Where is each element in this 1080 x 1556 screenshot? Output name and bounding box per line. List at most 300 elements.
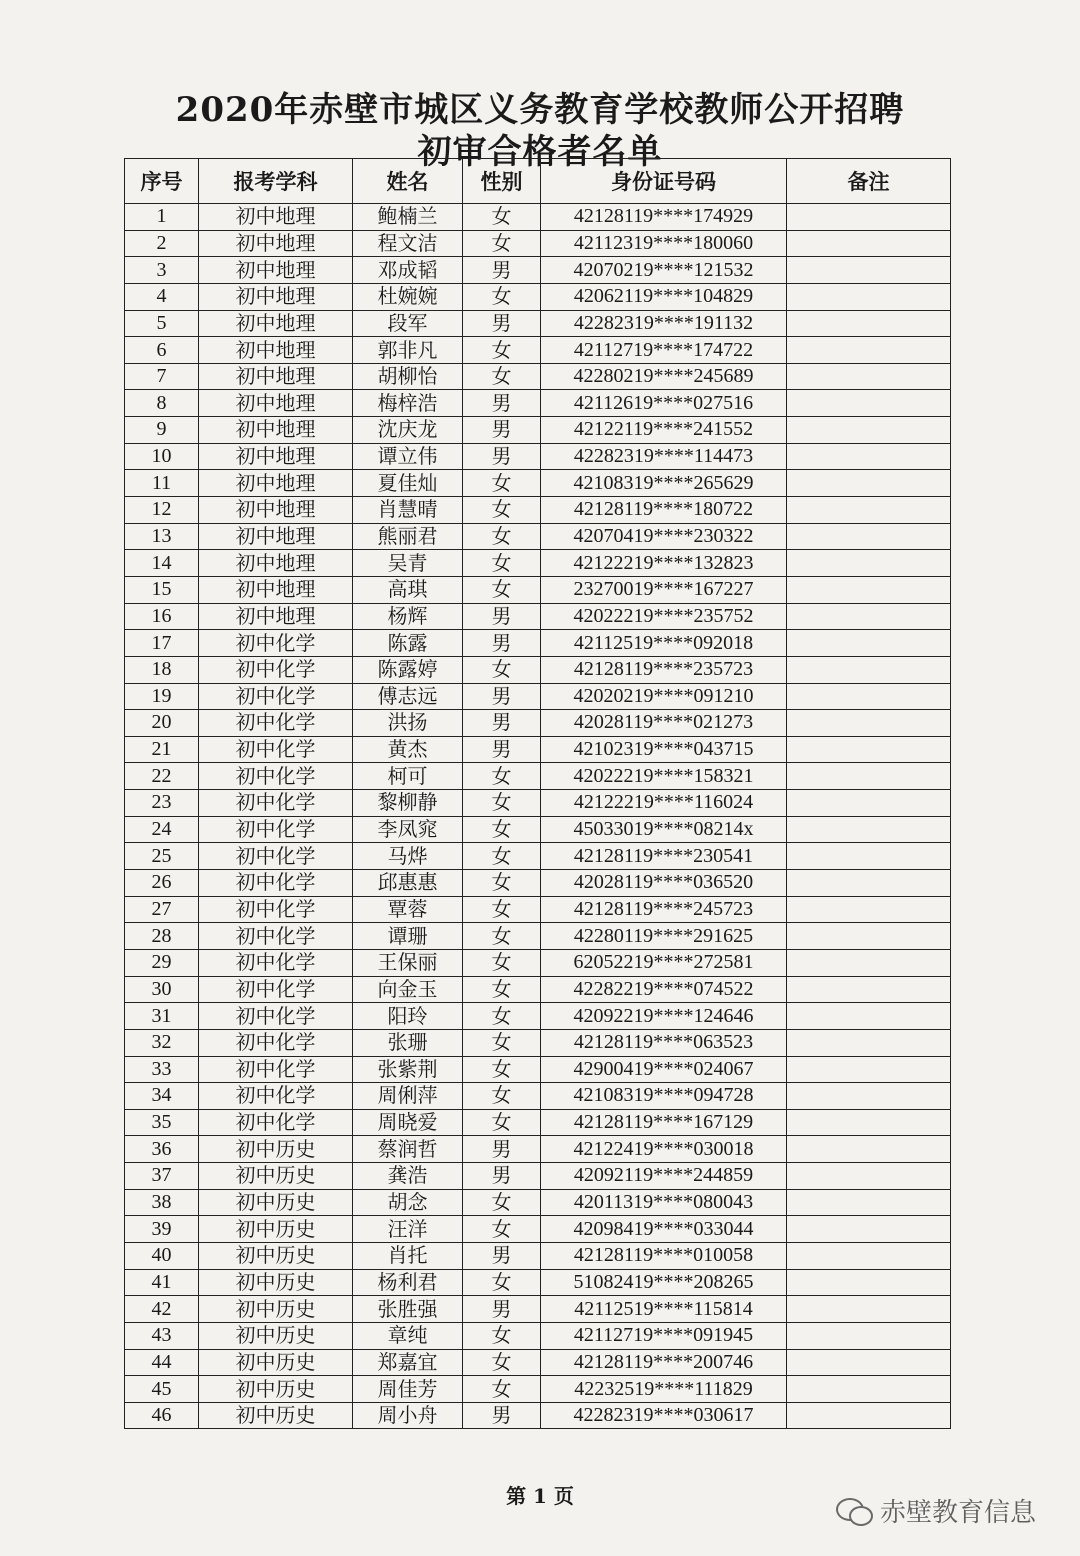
document-subtitle: 初审合格者名单 <box>417 132 663 172</box>
cell-id-number: 42282319****114473 <box>541 443 787 470</box>
cell-remarks <box>787 896 951 923</box>
table-row <box>125 390 951 417</box>
table-row <box>125 603 951 630</box>
cell-name: 周佳芳 <box>353 1376 463 1403</box>
cell-subject: 初中地理 <box>199 603 353 630</box>
table-row <box>125 550 951 577</box>
cell-id-number: 42112519****092018 <box>541 630 787 657</box>
cell-remarks <box>787 550 951 577</box>
cell-subject: 初中地理 <box>199 443 353 470</box>
cell-remarks <box>787 683 951 710</box>
cell-name: 郑嘉宜 <box>353 1349 463 1376</box>
cell-gender: 女 <box>463 763 541 790</box>
cell-name: 阳玲 <box>353 1003 463 1030</box>
cell-id-number: 42128119****230541 <box>541 843 787 870</box>
cell-gender: 男 <box>463 710 541 737</box>
cell-remarks <box>787 257 951 284</box>
cell-gender: 女 <box>463 1269 541 1296</box>
cell-gender: 女 <box>463 470 541 497</box>
cell-id-number: 42282319****030617 <box>541 1402 787 1429</box>
cell-name: 汪洋 <box>353 1216 463 1243</box>
cell-index: 13 <box>125 523 199 550</box>
cell-remarks <box>787 1029 951 1056</box>
cell-remarks <box>787 949 951 976</box>
table-row <box>125 1163 951 1190</box>
cell-name: 程文洁 <box>353 230 463 257</box>
cell-id-number: 42280119****291625 <box>541 923 787 950</box>
cell-subject: 初中化学 <box>199 790 353 817</box>
cell-index: 40 <box>125 1242 199 1269</box>
cell-gender: 男 <box>463 1296 541 1323</box>
cell-gender: 女 <box>463 1349 541 1376</box>
cell-index: 2 <box>125 230 199 257</box>
cell-gender: 女 <box>463 896 541 923</box>
cell-index: 5 <box>125 310 199 337</box>
table-row <box>125 417 951 444</box>
cell-subject: 初中化学 <box>199 1003 353 1030</box>
cell-name: 谭立伟 <box>353 443 463 470</box>
cell-id-number: 42112519****115814 <box>541 1296 787 1323</box>
cell-name: 柯可 <box>353 763 463 790</box>
cell-remarks <box>787 283 951 310</box>
cell-index: 10 <box>125 443 199 470</box>
cell-id-number: 42020219****091210 <box>541 683 787 710</box>
table-row <box>125 1349 951 1376</box>
cell-subject: 初中化学 <box>199 1029 353 1056</box>
table-row <box>125 1402 951 1429</box>
table-row <box>125 790 951 817</box>
cell-remarks <box>787 816 951 843</box>
cell-remarks <box>787 1242 951 1269</box>
cell-gender: 男 <box>463 443 541 470</box>
table-row <box>125 230 951 257</box>
cell-gender: 女 <box>463 1376 541 1403</box>
cell-id-number: 42282319****191132 <box>541 310 787 337</box>
cell-name: 邱惠惠 <box>353 870 463 897</box>
cell-index: 19 <box>125 683 199 710</box>
table-row <box>125 443 951 470</box>
table-row <box>125 257 951 284</box>
cell-id-number: 42112319****180060 <box>541 230 787 257</box>
cell-index: 44 <box>125 1349 199 1376</box>
cell-index: 35 <box>125 1109 199 1136</box>
cell-remarks <box>787 790 951 817</box>
cell-subject: 初中地理 <box>199 550 353 577</box>
cell-subject: 初中地理 <box>199 283 353 310</box>
cell-subject: 初中化学 <box>199 710 353 737</box>
cell-remarks <box>787 603 951 630</box>
cell-name: 章纯 <box>353 1322 463 1349</box>
cell-gender: 男 <box>463 257 541 284</box>
cell-index: 43 <box>125 1322 199 1349</box>
table-row <box>125 896 951 923</box>
cell-remarks <box>787 523 951 550</box>
cell-remarks <box>787 1003 951 1030</box>
cell-index: 34 <box>125 1083 199 1110</box>
cell-subject: 初中化学 <box>199 630 353 657</box>
cell-name: 龚浩 <box>353 1163 463 1190</box>
table-row <box>125 656 951 683</box>
cell-id-number: 42282219****074522 <box>541 976 787 1003</box>
cell-gender: 女 <box>463 576 541 603</box>
cell-index: 42 <box>125 1296 199 1323</box>
cell-gender: 女 <box>463 1029 541 1056</box>
table-row <box>125 710 951 737</box>
cell-subject: 初中地理 <box>199 310 353 337</box>
candidate-table <box>124 158 951 1429</box>
header-subject: 报考学科 <box>199 159 353 204</box>
table-row <box>125 1056 951 1083</box>
cell-remarks <box>787 1269 951 1296</box>
table-row <box>125 1376 951 1403</box>
cell-subject: 初中化学 <box>199 1083 353 1110</box>
cell-remarks <box>787 204 951 231</box>
table-row <box>125 1189 951 1216</box>
cell-name: 向金玉 <box>353 976 463 1003</box>
cell-name: 肖托 <box>353 1242 463 1269</box>
cell-subject: 初中化学 <box>199 683 353 710</box>
page-number: 第 1 页 <box>506 1484 574 1508</box>
cell-id-number: 42062119****104829 <box>541 283 787 310</box>
cell-subject: 初中地理 <box>199 497 353 524</box>
cell-index: 8 <box>125 390 199 417</box>
cell-name: 覃蓉 <box>353 896 463 923</box>
cell-subject: 初中化学 <box>199 656 353 683</box>
cell-name: 李凤窕 <box>353 816 463 843</box>
cell-subject: 初中化学 <box>199 896 353 923</box>
table-row <box>125 1322 951 1349</box>
cell-name: 谭珊 <box>353 923 463 950</box>
cell-subject: 初中化学 <box>199 949 353 976</box>
cell-remarks <box>787 417 951 444</box>
cell-name: 黎柳静 <box>353 790 463 817</box>
cell-index: 32 <box>125 1029 199 1056</box>
cell-index: 27 <box>125 896 199 923</box>
cell-id-number: 42122219****132823 <box>541 550 787 577</box>
table-row <box>125 1136 951 1163</box>
table-row <box>125 1029 951 1056</box>
cell-name: 黄杰 <box>353 736 463 763</box>
cell-id-number: 42022219****158321 <box>541 763 787 790</box>
header-remarks: 备注 <box>787 159 951 204</box>
cell-remarks <box>787 1322 951 1349</box>
table-row <box>125 736 951 763</box>
cell-name: 蔡润哲 <box>353 1136 463 1163</box>
cell-remarks <box>787 630 951 657</box>
cell-id-number: 23270019****167227 <box>541 576 787 603</box>
cell-subject: 初中化学 <box>199 843 353 870</box>
cell-gender: 女 <box>463 363 541 390</box>
cell-id-number: 42112719****091945 <box>541 1322 787 1349</box>
cell-remarks <box>787 656 951 683</box>
cell-index: 23 <box>125 790 199 817</box>
cell-index: 39 <box>125 1216 199 1243</box>
table-row <box>125 204 951 231</box>
cell-subject: 初中化学 <box>199 1109 353 1136</box>
table-row <box>125 683 951 710</box>
cell-id-number: 42028119****021273 <box>541 710 787 737</box>
cell-index: 31 <box>125 1003 199 1030</box>
cell-id-number: 42108319****094728 <box>541 1083 787 1110</box>
cell-id-number: 62052219****272581 <box>541 949 787 976</box>
cell-index: 15 <box>125 576 199 603</box>
cell-remarks <box>787 923 951 950</box>
table-row <box>125 976 951 1003</box>
cell-name: 肖慧晴 <box>353 497 463 524</box>
cell-subject: 初中历史 <box>199 1242 353 1269</box>
cell-index: 26 <box>125 870 199 897</box>
header-id-number: 身份证号码 <box>541 159 787 204</box>
table-row <box>125 923 951 950</box>
cell-index: 1 <box>125 204 199 231</box>
wechat-icon <box>836 1496 874 1526</box>
cell-name: 邓成韬 <box>353 257 463 284</box>
cell-remarks <box>787 1136 951 1163</box>
cell-gender: 女 <box>463 949 541 976</box>
cell-gender: 女 <box>463 1216 541 1243</box>
cell-remarks <box>787 1376 951 1403</box>
cell-remarks <box>787 1163 951 1190</box>
cell-remarks <box>787 497 951 524</box>
cell-gender: 女 <box>463 1109 541 1136</box>
cell-remarks <box>787 736 951 763</box>
cell-index: 22 <box>125 763 199 790</box>
cell-index: 45 <box>125 1376 199 1403</box>
cell-index: 41 <box>125 1269 199 1296</box>
cell-remarks <box>787 390 951 417</box>
header-gender: 性别 <box>463 159 541 204</box>
cell-remarks <box>787 363 951 390</box>
table-row <box>125 576 951 603</box>
cell-name: 夏佳灿 <box>353 470 463 497</box>
table-row <box>125 283 951 310</box>
cell-index: 25 <box>125 843 199 870</box>
cell-index: 46 <box>125 1402 199 1429</box>
cell-name: 熊丽君 <box>353 523 463 550</box>
cell-subject: 初中地理 <box>199 470 353 497</box>
watermark-text: 赤壁教育信息 <box>880 1498 1037 1528</box>
cell-subject: 初中地理 <box>199 576 353 603</box>
cell-index: 33 <box>125 1056 199 1083</box>
table-header-row <box>125 159 951 204</box>
cell-name: 郭非凡 <box>353 337 463 364</box>
table-row <box>125 337 951 364</box>
cell-gender: 男 <box>463 1163 541 1190</box>
cell-subject: 初中地理 <box>199 390 353 417</box>
cell-index: 20 <box>125 710 199 737</box>
cell-remarks <box>787 310 951 337</box>
cell-id-number: 42092119****244859 <box>541 1163 787 1190</box>
cell-subject: 初中历史 <box>199 1163 353 1190</box>
table-row <box>125 763 951 790</box>
table-row <box>125 843 951 870</box>
cell-name: 周小舟 <box>353 1402 463 1429</box>
cell-subject: 初中地理 <box>199 363 353 390</box>
cell-subject: 初中地理 <box>199 417 353 444</box>
cell-remarks <box>787 763 951 790</box>
cell-gender: 男 <box>463 1402 541 1429</box>
cell-index: 28 <box>125 923 199 950</box>
cell-id-number: 42128119****200746 <box>541 1349 787 1376</box>
cell-gender: 女 <box>463 923 541 950</box>
cell-remarks <box>787 1349 951 1376</box>
cell-remarks <box>787 470 951 497</box>
cell-name: 高琪 <box>353 576 463 603</box>
cell-id-number: 42112619****027516 <box>541 390 787 417</box>
cell-id-number: 42092219****124646 <box>541 1003 787 1030</box>
cell-id-number: 42122119****241552 <box>541 417 787 444</box>
cell-id-number: 42112719****174722 <box>541 337 787 364</box>
cell-subject: 初中历史 <box>199 1376 353 1403</box>
table-row <box>125 1269 951 1296</box>
cell-gender: 女 <box>463 550 541 577</box>
cell-index: 37 <box>125 1163 199 1190</box>
cell-id-number: 42128119****063523 <box>541 1029 787 1056</box>
cell-subject: 初中化学 <box>199 1056 353 1083</box>
cell-index: 11 <box>125 470 199 497</box>
cell-subject: 初中历史 <box>199 1349 353 1376</box>
cell-gender: 男 <box>463 736 541 763</box>
cell-name: 吴青 <box>353 550 463 577</box>
cell-subject: 初中化学 <box>199 923 353 950</box>
cell-index: 7 <box>125 363 199 390</box>
cell-subject: 初中地理 <box>199 230 353 257</box>
cell-subject: 初中化学 <box>199 763 353 790</box>
cell-subject: 初中历史 <box>199 1322 353 1349</box>
cell-gender: 男 <box>463 630 541 657</box>
cell-gender: 男 <box>463 1242 541 1269</box>
cell-id-number: 42070419****230322 <box>541 523 787 550</box>
cell-remarks <box>787 1109 951 1136</box>
cell-id-number: 45033019****08214x <box>541 816 787 843</box>
cell-gender: 男 <box>463 603 541 630</box>
cell-name: 胡柳怡 <box>353 363 463 390</box>
table-row <box>125 310 951 337</box>
cell-id-number: 42128119****180722 <box>541 497 787 524</box>
cell-gender: 女 <box>463 816 541 843</box>
cell-id-number: 42122219****116024 <box>541 790 787 817</box>
cell-id-number: 42122419****030018 <box>541 1136 787 1163</box>
cell-gender: 男 <box>463 417 541 444</box>
cell-subject: 初中地理 <box>199 523 353 550</box>
table-row <box>125 470 951 497</box>
table-row <box>125 1083 951 1110</box>
cell-id-number: 42128119****010058 <box>541 1242 787 1269</box>
cell-name: 张珊 <box>353 1029 463 1056</box>
table-row <box>125 870 951 897</box>
cell-gender: 女 <box>463 656 541 683</box>
cell-subject: 初中地理 <box>199 337 353 364</box>
cell-name: 沈庆龙 <box>353 417 463 444</box>
cell-name: 洪扬 <box>353 710 463 737</box>
cell-gender: 女 <box>463 1083 541 1110</box>
document-title: 2020年赤壁市城区义务教育学校教师公开招聘 <box>175 90 905 130</box>
cell-remarks <box>787 1083 951 1110</box>
cell-id-number: 42070219****121532 <box>541 257 787 284</box>
cell-remarks <box>787 710 951 737</box>
cell-gender: 男 <box>463 683 541 710</box>
cell-gender: 女 <box>463 1189 541 1216</box>
cell-remarks <box>787 976 951 1003</box>
cell-index: 12 <box>125 497 199 524</box>
cell-gender: 女 <box>463 204 541 231</box>
cell-id-number: 42128119****245723 <box>541 896 787 923</box>
cell-subject: 初中化学 <box>199 816 353 843</box>
cell-gender: 女 <box>463 1056 541 1083</box>
cell-name: 段军 <box>353 310 463 337</box>
cell-id-number: 42900419****024067 <box>541 1056 787 1083</box>
cell-remarks <box>787 1296 951 1323</box>
cell-id-number: 42232519****111829 <box>541 1376 787 1403</box>
cell-gender: 男 <box>463 1136 541 1163</box>
cell-index: 6 <box>125 337 199 364</box>
cell-subject: 初中历史 <box>199 1269 353 1296</box>
cell-subject: 初中地理 <box>199 204 353 231</box>
cell-remarks <box>787 1216 951 1243</box>
cell-index: 21 <box>125 736 199 763</box>
cell-index: 18 <box>125 656 199 683</box>
cell-name: 周俐萍 <box>353 1083 463 1110</box>
cell-gender: 女 <box>463 497 541 524</box>
header-name: 姓名 <box>353 159 463 204</box>
cell-remarks <box>787 337 951 364</box>
cell-gender: 女 <box>463 790 541 817</box>
cell-subject: 初中化学 <box>199 976 353 1003</box>
cell-gender: 女 <box>463 1003 541 1030</box>
cell-index: 30 <box>125 976 199 1003</box>
table-row <box>125 816 951 843</box>
cell-id-number: 42128119****174929 <box>541 204 787 231</box>
cell-subject: 初中历史 <box>199 1136 353 1163</box>
cell-id-number: 42022219****235752 <box>541 603 787 630</box>
cell-index: 38 <box>125 1189 199 1216</box>
cell-index: 16 <box>125 603 199 630</box>
cell-subject: 初中地理 <box>199 257 353 284</box>
cell-gender: 男 <box>463 390 541 417</box>
cell-remarks <box>787 230 951 257</box>
cell-index: 9 <box>125 417 199 444</box>
cell-id-number: 42028119****036520 <box>541 870 787 897</box>
cell-id-number: 42102319****043715 <box>541 736 787 763</box>
watermark <box>836 1492 1036 1529</box>
cell-remarks <box>787 576 951 603</box>
header-index: 序号 <box>125 159 199 204</box>
table-row <box>125 949 951 976</box>
cell-name: 周晓爱 <box>353 1109 463 1136</box>
cell-subject: 初中历史 <box>199 1296 353 1323</box>
cell-name: 张紫荆 <box>353 1056 463 1083</box>
cell-name: 陈露 <box>353 630 463 657</box>
cell-gender: 男 <box>463 310 541 337</box>
cell-remarks <box>787 870 951 897</box>
cell-gender: 女 <box>463 870 541 897</box>
cell-index: 4 <box>125 283 199 310</box>
cell-subject: 初中历史 <box>199 1402 353 1429</box>
cell-gender: 女 <box>463 523 541 550</box>
table-row <box>125 1242 951 1269</box>
cell-id-number: 42280219****245689 <box>541 363 787 390</box>
table-row <box>125 363 951 390</box>
table-row <box>125 630 951 657</box>
cell-index: 29 <box>125 949 199 976</box>
cell-name: 梅梓浩 <box>353 390 463 417</box>
table-row <box>125 497 951 524</box>
cell-name: 王保丽 <box>353 949 463 976</box>
cell-remarks <box>787 443 951 470</box>
cell-index: 3 <box>125 257 199 284</box>
cell-name: 杨辉 <box>353 603 463 630</box>
cell-subject: 初中历史 <box>199 1189 353 1216</box>
